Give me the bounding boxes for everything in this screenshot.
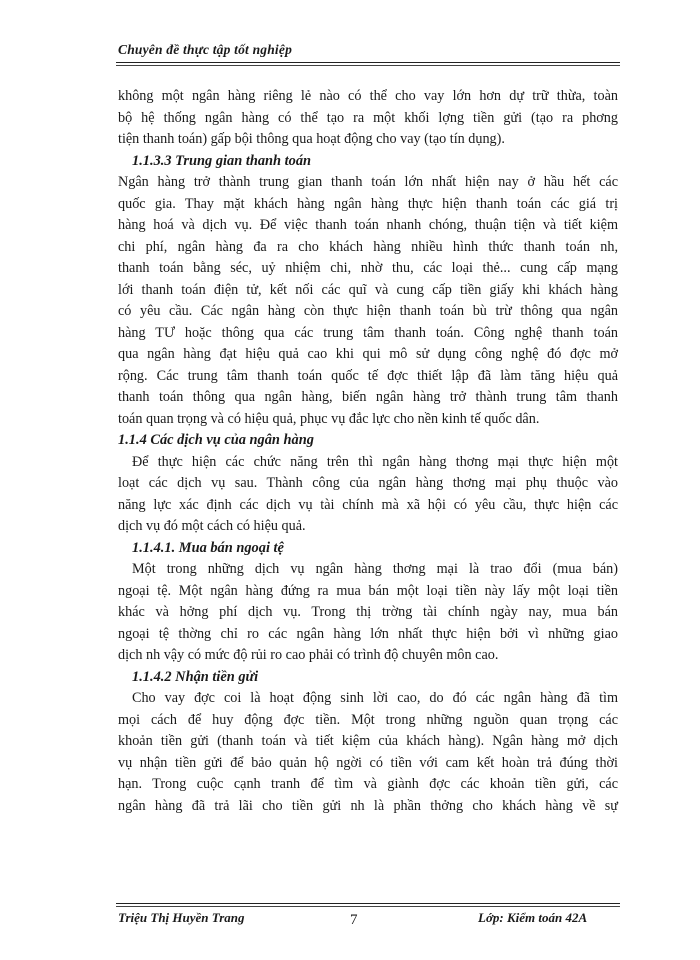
text-line: khoản tiền gửi (thanh toán và tiết kiệm của khách hàng). Ngân hàng mở dịch [118,733,618,749]
section-heading: 1.1.3.3 Trung gian thanh toán [132,152,312,169]
footer-rule-thin [116,906,620,907]
text-line: Cho vay đợc coi là hoạt động sinh lời cao, do đó các ngân hàng đã tìm [132,690,618,706]
text-line: thanh toán thông qua ngân hàng, biến ngân hàng trở thành trung tâm thanh [118,389,618,405]
text-line: tiện thanh toán) gấp bội thông qua hoạt động cho vay (tạo tín dụng). [118,131,505,147]
text-line: lới thanh toán điện tử, kết nối các quĩ và cung cấp tiền giấy khi khách hàng [118,281,618,298]
text-line: thanh toán bằng séc, uỷ nhiệm chi, nhờ thu, các loại thẻ... cung cấp mạng [118,260,618,276]
text-line: hạn. Trong cuộc cạnh tranh để tìm và giành đợc các khoản tiền gửi, các [118,776,618,792]
text-line: Để thực hiện các chức năng trên thì ngân hàng thơng mại thực hiện một [132,453,618,470]
text-line: Một trong những dịch vụ ngân hàng thơng mại là trao đổi (mua bán) [132,561,618,577]
footer-author: Triệu Thị Huyền Trang [118,910,245,925]
text-line: chi phí, ngân hàng đa ra cho khách hàng nhiều hình thức thanh toán nh, [118,238,618,255]
text-line: khác và hởng phí dịch vụ. Trong thị trờng tài chính ngày nay, mua bán [118,604,618,620]
text-line: vụ nhận tiền gửi để bảo quản hộ ngời có tiền với cam kết hoàn trả đúng thời [118,754,618,771]
section-heading: 1.1.4.1. Mua bán ngoại tệ [132,539,284,556]
text-line: ngoại tệ thờng chỉ ro các ngân hàng lớn nhất thực hiện bởi vì những giao [118,625,618,642]
text-line: toán quan trọng và có hiệu quả, phục vụ đắc lực cho nền kinh tế quốc dân. [118,410,540,427]
header-rule [116,62,620,63]
text-line: ngoại tệ. Một ngân hàng đứng ra mua bán một loại tiền này lấy một loại tiền [118,582,618,599]
text-line: năng lực xác định các dịch vụ tài chính mà xã hội có yêu cầu, thực hiện các [118,496,618,513]
text-line: có yêu cầu. Các ngân hàng còn thực hiện thanh toán bù trừ thông qua ngân [118,303,618,319]
section-heading: 1.1.4 Các dịch vụ của ngân hàng [118,432,314,448]
text-line: bộ hệ thống ngân hàng có thể tạo ra một khối lợng tiền gửi (tạo ra phơng [118,109,618,126]
text-line: hàng hoá và dịch vụ. Để việc thanh toán nhanh chóng, thuận tiện và tiết kiệm [118,217,618,233]
footer-rule [116,903,620,904]
text-line: loạt các dịch vụ sau. Thành công của ngân hàng thơng mại phụ thuộc vào [118,475,618,491]
text-line: dịch nh vậy có mức độ rủi ro cao phải có trình độ chuyên môn cao. [118,647,499,663]
text-line: Ngân hàng trở thành trung gian thanh toán lớn nhất hiện nay ở hầu hết các [118,174,618,190]
text-line: qua ngân hàng đạt hiệu quả cao khi qui mô sử dụng công nghệ đó đợc mở [118,346,618,362]
page-header-title: Chuyên đề thực tập tốt nghiệp [118,42,293,57]
text-line: hàng TƯ hoặc thông qua các trung tâm thanh toán. Công nghệ thanh toán [118,324,618,341]
text-line: không một ngân hàng riêng lẻ nào có thể cho vay lớn hơn dự trữ thừa, toàn [118,88,618,104]
text-line: rộng. Các trung tâm thanh toán quốc tế đợc thiết lập đã làm tăng hiệu quả [118,367,618,384]
footer-class-label: Lớp: Kiểm toán 42A [478,910,588,925]
text-line: dịch vụ đó một cách có hiệu quả. [118,518,306,534]
header-rule-thin [116,65,620,66]
text-line: quốc gia. Thay mặt khách hàng ngân hàng thực hiện thanh toán các giá trị [118,195,618,212]
text-line: ngân hàng đã trả lãi cho tiền gửi nh là phần thởng cho khách hàng về sự [118,797,618,814]
page-number: 7 [350,912,358,928]
section-heading: 1.1.4.2 Nhận tiền gửi [132,668,259,685]
document-body [118,86,618,817]
text-line: mọi cách để huy động đợc tiền. Một trong những nguồn quan trọng các [118,711,618,728]
